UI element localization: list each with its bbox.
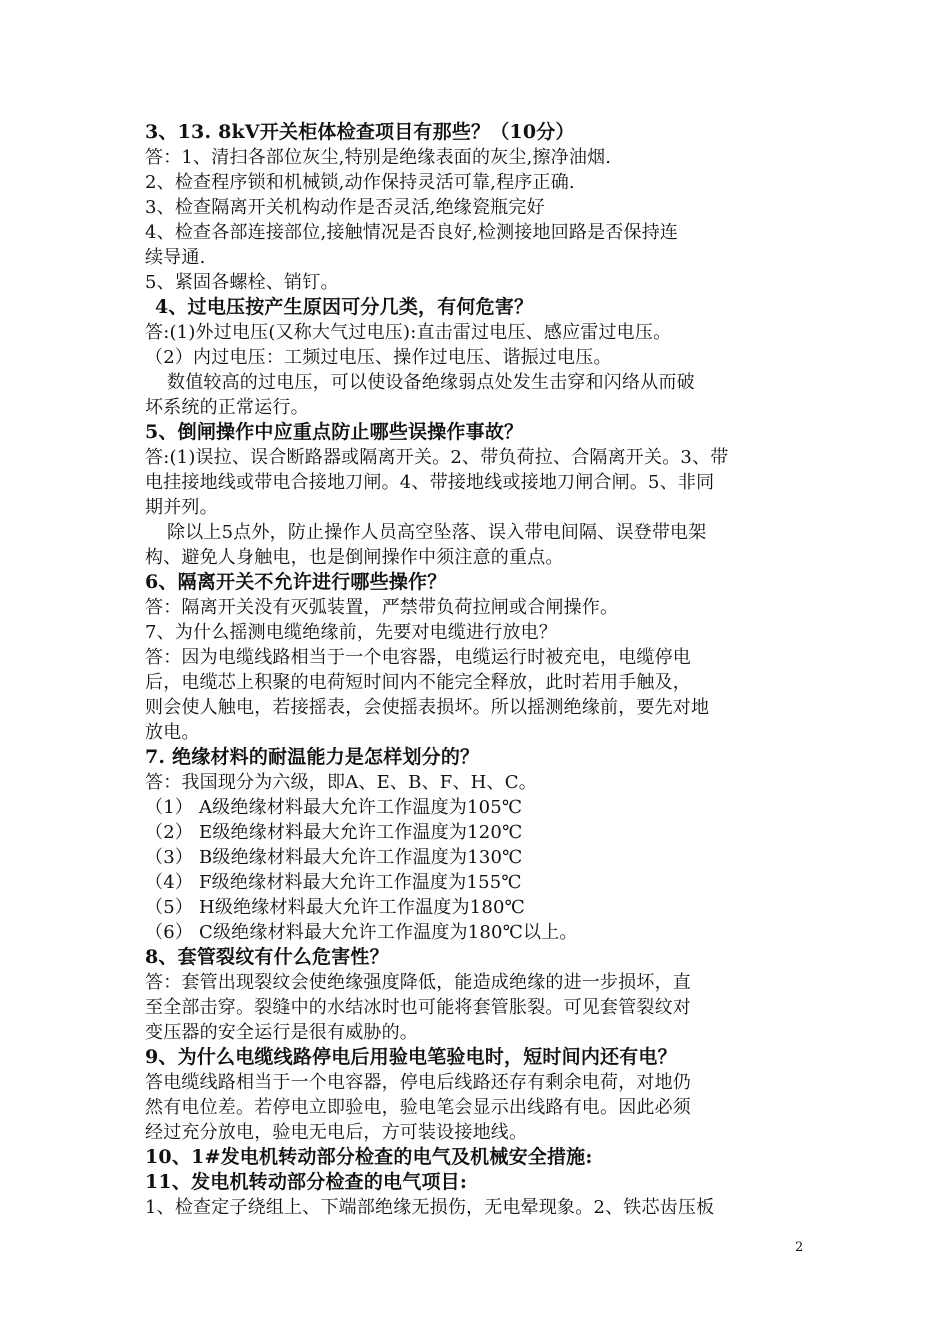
- text-line: 答：我国现分为六级，即A、E、B、F、H、C。: [145, 772, 537, 793]
- question-heading: 4、过电压按产生原因可分几类，有何危害？: [155, 296, 534, 318]
- text-line: 数值较高的过电压，可以使设备绝缘弱点处发生击穿和闪络从而破: [167, 372, 695, 393]
- text-line: 5、紧固各螺栓、销钉。: [145, 272, 339, 293]
- text-line: （6） C级绝缘材料最大允许工作温度为180℃以上。: [145, 922, 578, 943]
- text-line: 电挂接地线或带电合接地刀闸。4、带接地线或接地刀闸合闸。5、非同: [145, 472, 715, 493]
- question-heading: 3、13. 8kV开关柜体检查项目有那些？（10分）: [145, 121, 575, 143]
- text-line: 2、检查程序锁和机械锁,动作保持灵活可靠,程序正确.: [145, 172, 575, 193]
- text-line: 答：套管出现裂纹会使绝缘强度降低，能造成绝缘的进一步损坏，直: [145, 972, 691, 993]
- text-line: 答电缆线路相当于一个电容器，停电后线路还存有剩余电荷，对地仍: [145, 1072, 691, 1093]
- text-line: 答：隔离开关没有灭弧装置，严禁带负荷拉闸或合闸操作。: [145, 597, 619, 618]
- text-line: 变压器的安全运行是很有威胁的。: [145, 1022, 418, 1043]
- text-line: （2）内过电压：工频过电压、操作过电压、谐振过电压。: [145, 347, 612, 368]
- text-line: 经过充分放电，验电无电后，方可装设接地线。: [145, 1122, 528, 1143]
- text-line: 答:(1)外过电压(又称大气过电压):直击雷过电压、感应雷过电压。: [145, 322, 672, 343]
- text-line: （3） B级绝缘材料最大允许工作温度为130℃: [145, 847, 523, 868]
- text-line: 1、检查定子绕组上、下端部绝缘无损伤，无电晕现象。2、铁芯齿压板: [145, 1197, 715, 1218]
- text-line: 7、为什么摇测电缆绝缘前，先要对电缆进行放电？: [145, 622, 558, 643]
- text-line: （2） E级绝缘材料最大允许工作温度为120℃: [145, 822, 523, 843]
- text-line: （5） H级绝缘材料最大允许工作温度为180℃: [145, 897, 525, 918]
- question-heading: 5、倒闸操作中应重点防止哪些误操作事故？: [145, 421, 524, 443]
- text-line: （4） F级绝缘材料最大允许工作温度为155℃: [145, 872, 522, 893]
- page-number: 2: [795, 1240, 804, 1255]
- text-line: 坏系统的正常运行。: [145, 397, 309, 418]
- text-line: 则会使人触电，若接摇表，会使摇表损坏。所以摇测绝缘前，要先对地: [145, 697, 710, 718]
- text-line: 3、检查隔离开关机构动作是否灵活,绝缘瓷瓶完好: [145, 197, 545, 218]
- text-line: （1） A级绝缘材料最大允许工作温度为105℃: [145, 797, 523, 818]
- text-line: 放电。: [145, 722, 200, 743]
- text-line: 答：1、清扫各部位灰尘,特别是绝缘表面的灰尘,擦净油烟.: [145, 147, 612, 168]
- question-heading: 6、隔离开关不允许进行哪些操作？: [145, 571, 447, 593]
- text-line: 期并列。: [145, 497, 218, 518]
- text-line: 然有电位差。若停电立即验电，验电笔会显示出线路有电。因此必须: [145, 1097, 691, 1118]
- text-line: 至全部击穿。裂缝中的水结冰时也可能将套管胀裂。可见套管裂纹对: [145, 997, 691, 1018]
- text-line: 除以上5点外，防止操作人员高空坠落、误入带电间隔、误登带电架: [167, 522, 707, 543]
- text-line: 答：因为电缆线路相当于一个电容器，电缆运行时被充电，电缆停电: [145, 647, 691, 668]
- text-line: 4、检查各部连接部位,接触情况是否良好,检测接地回路是否保持连: [145, 222, 679, 243]
- question-heading: 11、发电机转动部分检查的电气项目:: [145, 1171, 468, 1193]
- text-line: 答:(1)误拉、误合断路器或隔离开关。2、带负荷拉、合隔离开关。3、带: [145, 447, 729, 468]
- question-heading: 8、套管裂纹有什么危害性？: [145, 946, 389, 968]
- text-line: 构、避免人身触电，也是倒闸操作中须注意的重点。: [145, 547, 564, 568]
- question-heading: 10、1#发电机转动部分检查的电气及机械安全措施:: [145, 1146, 593, 1168]
- text-line: 续导通.: [145, 247, 206, 268]
- question-heading: 9、为什么电缆线路停电后用验电笔验电时，短时间内还有电？: [145, 1046, 677, 1068]
- document-body: [145, 120, 810, 1220]
- question-heading: 7. 绝缘材料的耐温能力是怎样划分的？: [145, 746, 480, 768]
- text-line: 后，电缆芯上积聚的电荷短时间内不能完全释放，此时若用手触及，: [145, 672, 691, 693]
